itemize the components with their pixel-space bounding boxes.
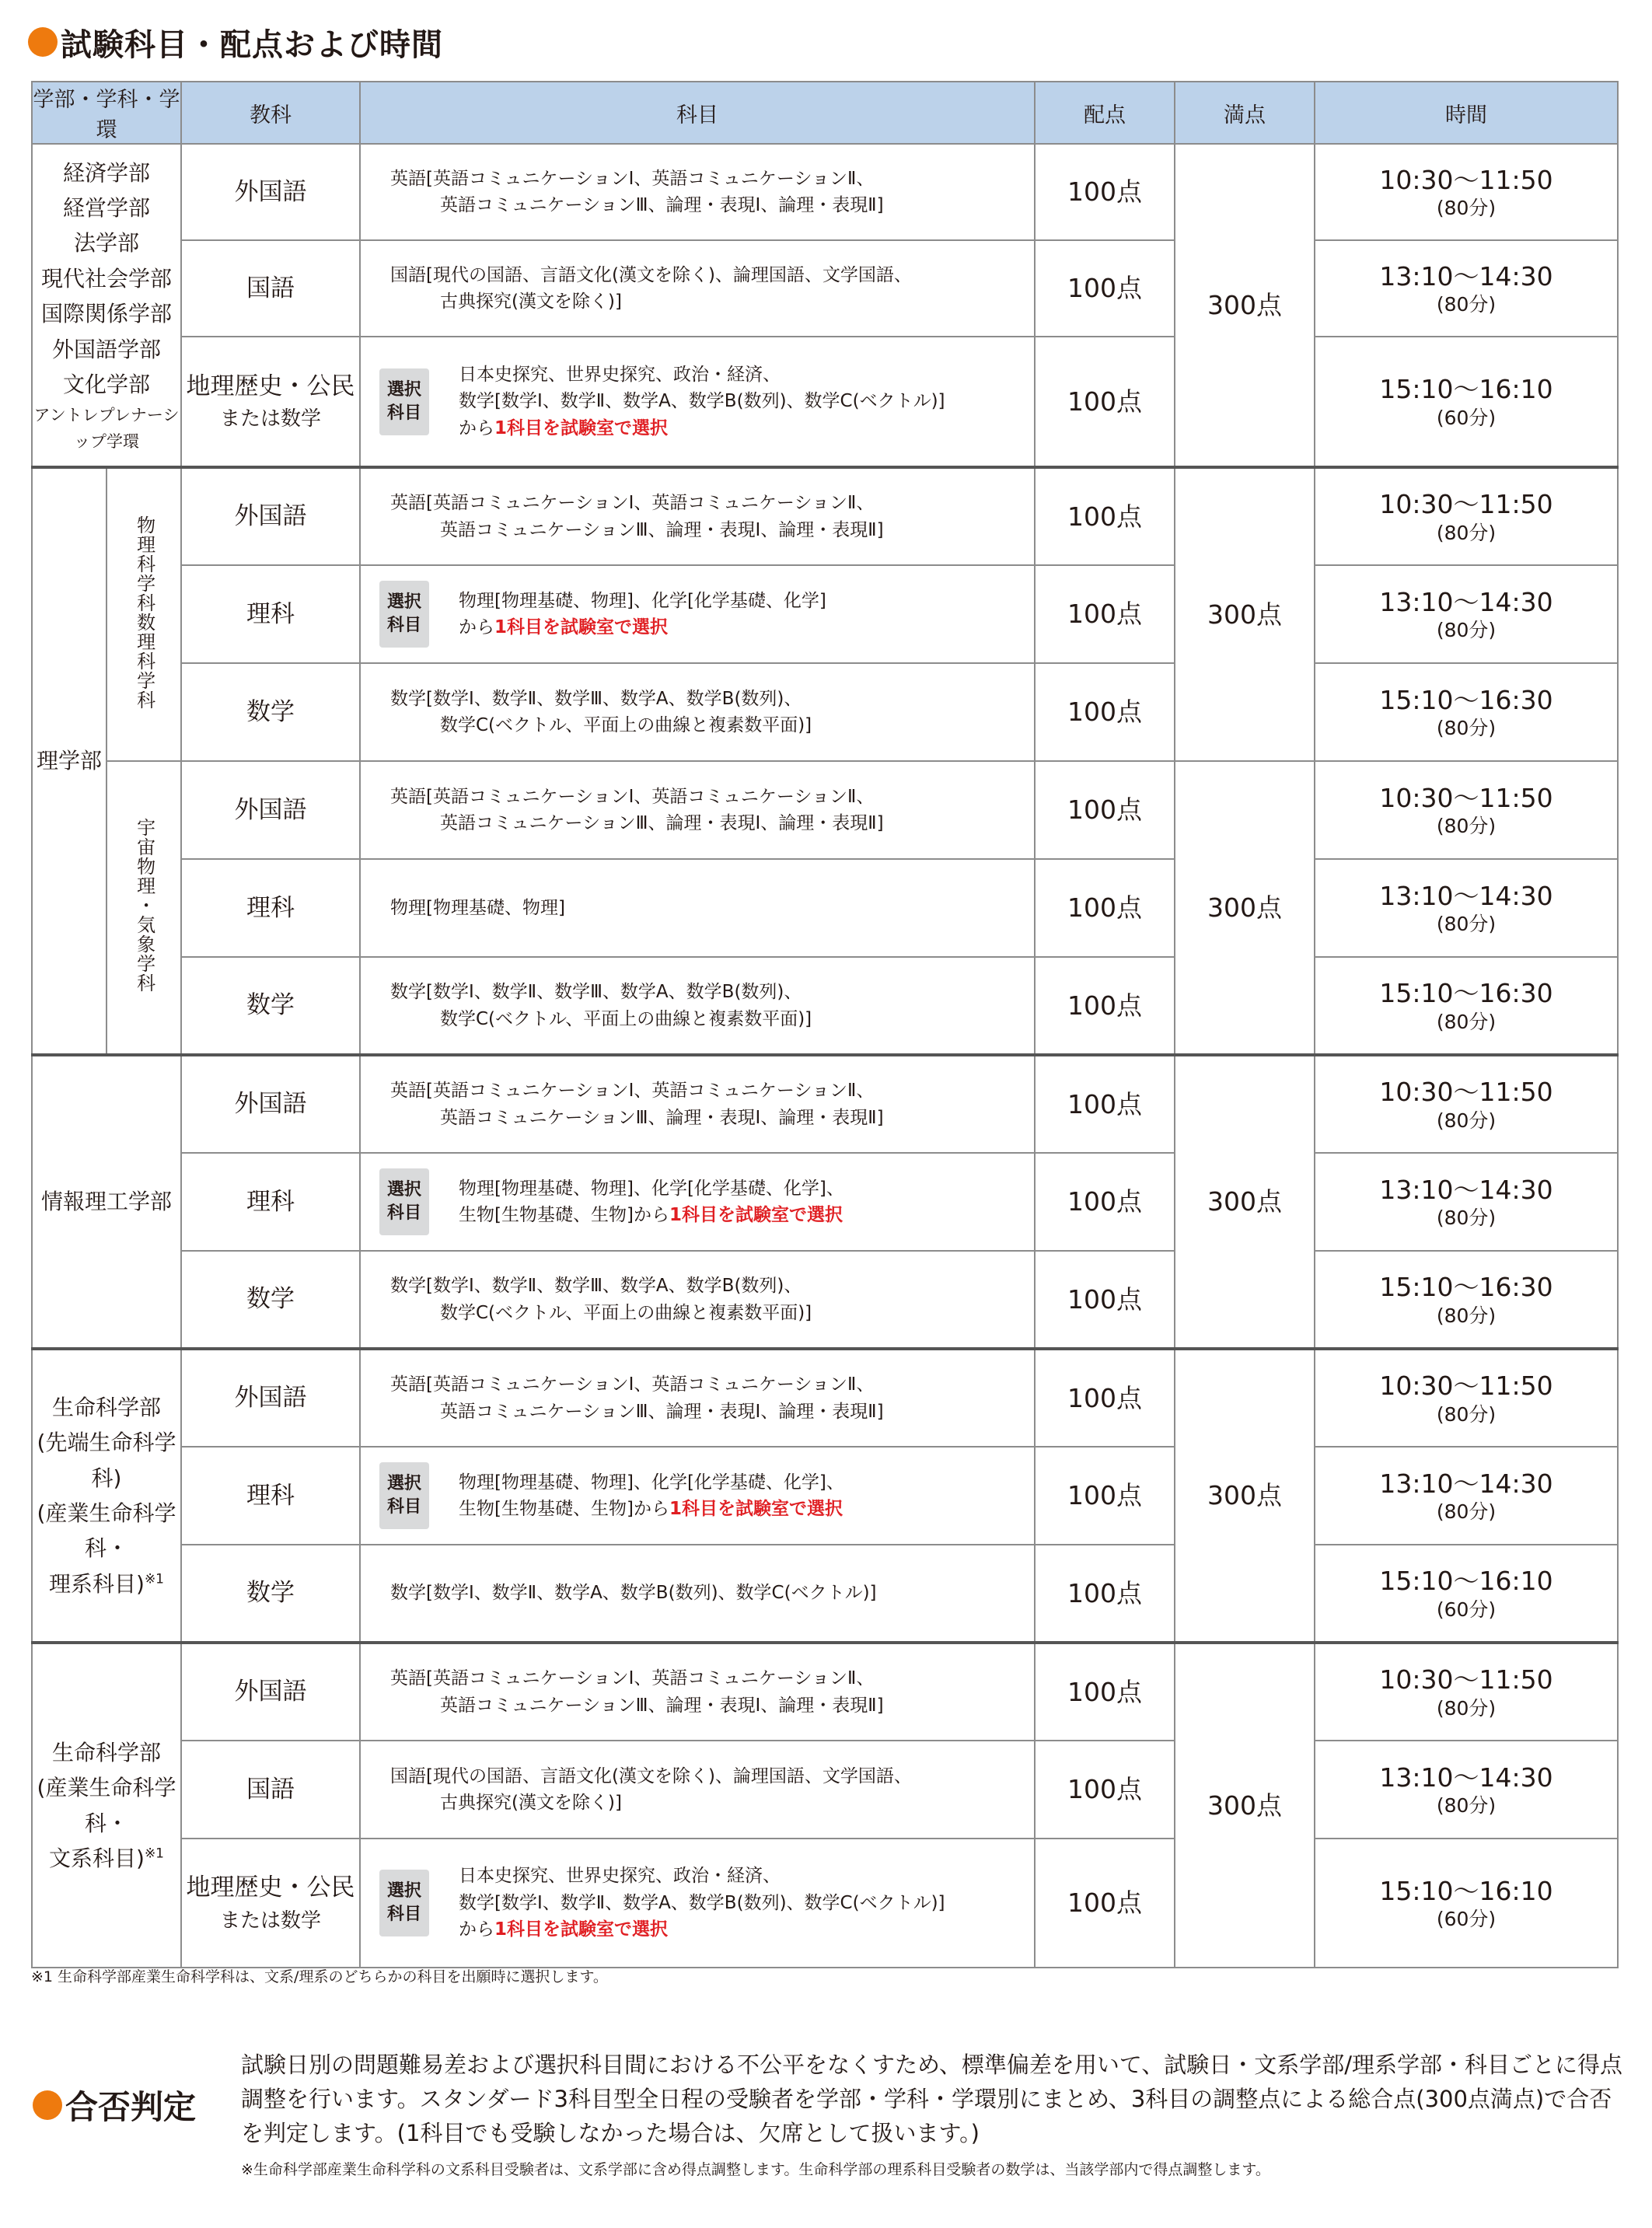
dept-rigaku: 理学部 — [32, 467, 107, 1055]
points-cell: 100点 — [1035, 144, 1175, 240]
subject-cell: 選択 科目 物理[物理基礎、物理]、化学[化学基礎、化学]、 生物[生物基礎、生物]から1科目を試験室で選択 — [360, 1447, 1035, 1545]
kyoka-cell: 数学 — [181, 1251, 360, 1349]
points-cell: 100点 — [1035, 1741, 1175, 1839]
table-row — [32, 663, 1618, 761]
table-row — [32, 1153, 1618, 1251]
dept-group-bunkei: 経済学部 経営学部 法学部 現代社会学部 国際関係学部 外国語学部 文化学部 アントレプレナーシップ学環 — [32, 144, 181, 467]
points-cell: 100点 — [1035, 1055, 1175, 1153]
verdict-title: 合否判定 — [33, 2082, 196, 2128]
table-row — [32, 761, 1618, 859]
full-mark-cell: 300点 — [1175, 761, 1315, 1055]
kyoka-cell: 理科 — [181, 1153, 360, 1251]
time-cell: 10:30〜11:50 (80分) — [1315, 467, 1618, 565]
table-row — [32, 337, 1618, 467]
page-title: 試験科目・配点および時間 — [28, 19, 443, 65]
full-mark-cell: 300点 — [1175, 467, 1315, 761]
kyoka-cell: 数学 — [181, 957, 360, 1055]
kyoka-cell: 外国語 — [181, 467, 360, 565]
subject-cell: 選択 科目 物理[物理基礎、物理]、化学[化学基礎、化学] から1科目を試験室で選択 — [360, 565, 1035, 663]
time-cell: 13:10〜14:30 (80分) — [1315, 240, 1618, 337]
points-cell: 100点 — [1035, 1349, 1175, 1447]
time-cell: 10:30〜11:50 (80分) — [1315, 761, 1618, 859]
full-mark-cell: 300点 — [1175, 144, 1315, 467]
full-mark-cell: 300点 — [1175, 1055, 1315, 1349]
subject-cell: 英語[英語コミュニケーションⅠ、英語コミュニケーションⅡ、 英語コミュニケーションⅢ、論理・表現Ⅰ、論理・表現Ⅱ] — [360, 1349, 1035, 1447]
table-row — [32, 1349, 1618, 1447]
header-jikan: 時間 — [1315, 82, 1618, 144]
kyoka-cell: 数学 — [181, 663, 360, 761]
points-cell: 100点 — [1035, 663, 1175, 761]
subject-cell: 選択 科目 日本史探究、世界史探究、政治・経済、 数学[数学Ⅰ、数学Ⅱ、数学A、数学B(数列)、数学C(ベクトル)] から1科目を試験室で選択 — [360, 1839, 1035, 1968]
points-cell: 100点 — [1035, 565, 1175, 663]
table-row — [32, 1643, 1618, 1741]
time-cell: 10:30〜11:50 (80分) — [1315, 144, 1618, 240]
points-cell: 100点 — [1035, 957, 1175, 1055]
subject-cell: 英語[英語コミュニケーションⅠ、英語コミュニケーションⅡ、 英語コミュニケーションⅢ、論理・表現Ⅰ、論理・表現Ⅱ] — [360, 1055, 1035, 1153]
table-row — [32, 1251, 1618, 1349]
header-kyoka: 教科 — [181, 82, 360, 144]
points-cell: 100点 — [1035, 1545, 1175, 1643]
dept-bio-humanities: 生命科学部 (産業生命科学科・ 文系科目)$^{※1}$ — [32, 1643, 181, 1968]
table-row — [32, 144, 1618, 240]
full-mark-cell: 300点 — [1175, 1643, 1315, 1968]
header-haiten: 配点 — [1035, 82, 1175, 144]
table-row — [32, 859, 1618, 957]
time-cell: 10:30〜11:50 (80分) — [1315, 1349, 1618, 1447]
time-cell: 15:10〜16:10 (60分) — [1315, 337, 1618, 467]
kyoka-cell: 外国語 — [181, 1055, 360, 1153]
kyoka-cell: 外国語 — [181, 1643, 360, 1741]
kyoka-cell: 国語 — [181, 1741, 360, 1839]
selection-badge: 選択 科目 — [379, 1870, 429, 1936]
time-cell: 10:30〜11:50 (80分) — [1315, 1055, 1618, 1153]
time-cell: 13:10〜14:30 (80分) — [1315, 1153, 1618, 1251]
orange-bullet-icon — [28, 27, 58, 57]
subject-cell: 物理[物理基礎、物理] — [360, 859, 1035, 957]
selection-badge: 選択 科目 — [379, 1168, 429, 1235]
table-row — [32, 957, 1618, 1055]
table-row — [32, 467, 1618, 565]
subdept-physics-math: 物理科学科数理科学科 — [107, 467, 181, 761]
points-cell: 100点 — [1035, 1153, 1175, 1251]
table-row — [32, 240, 1618, 337]
subject-cell: 数学[数学Ⅰ、数学Ⅱ、数学Ⅲ、数学A、数学B(数列)、 数学C(ベクトル、平面上の曲線と複素数平面)] — [360, 1251, 1035, 1349]
subject-cell: 国語[現代の国語、言語文化(漢文を除く)、論理国語、文学国語、 古典探究(漢文を除く)] — [360, 240, 1035, 337]
subdept-astrophysics: 宇宙物理・気象学科 — [107, 761, 181, 1055]
kyoka-cell: 理科 — [181, 859, 360, 957]
points-cell: 100点 — [1035, 240, 1175, 337]
header-dept: 学部・学科・学環 — [32, 82, 181, 144]
points-cell: 100点 — [1035, 1839, 1175, 1968]
points-cell: 100点 — [1035, 1251, 1175, 1349]
selection-badge: 選択 科目 — [379, 1462, 429, 1529]
full-mark-cell: 300点 — [1175, 1349, 1315, 1643]
subject-cell: 数学[数学Ⅰ、数学Ⅱ、数学Ⅲ、数学A、数学B(数列)、 数学C(ベクトル、平面上の曲線と複素数平面)] — [360, 957, 1035, 1055]
kyoka-cell: 地理歴史・公民 または数学 — [181, 1839, 360, 1968]
time-cell: 13:10〜14:30 (80分) — [1315, 1741, 1618, 1839]
dept-joho: 情報理工学部 — [32, 1055, 181, 1349]
time-cell: 15:10〜16:30 (80分) — [1315, 663, 1618, 761]
points-cell: 100点 — [1035, 1447, 1175, 1545]
header-manten: 満点 — [1175, 82, 1315, 144]
subject-cell: 英語[英語コミュニケーションⅠ、英語コミュニケーションⅡ、 英語コミュニケーションⅢ、論理・表現Ⅰ、論理・表現Ⅱ] — [360, 761, 1035, 859]
table-row — [32, 565, 1618, 663]
points-cell: 100点 — [1035, 467, 1175, 565]
subject-cell: 選択 科目 日本史探究、世界史探究、政治・経済、 数学[数学Ⅰ、数学Ⅱ、数学A、数学B(数列)、数学C(ベクトル)] から1科目を試験室で選択 — [360, 337, 1035, 467]
dept-bio-science: 生命科学部 (先端生命科学科) (産業生命科学科・ 理系科目)$^{※1}$ — [32, 1349, 181, 1643]
points-cell: 100点 — [1035, 761, 1175, 859]
footnote-2: ※生命科学部産業生命科学科の文系科目受験者は、文系学部に含め得点調整します。生命科学部の理系科目受験者の数学は、当該学部内で得点調整します。 — [241, 2161, 1270, 2178]
table-row — [32, 1545, 1618, 1643]
subject-cell: 国語[現代の国語、言語文化(漢文を除く)、論理国語、文学国語、 古典探究(漢文を除く)] — [360, 1741, 1035, 1839]
time-cell: 13:10〜14:30 (80分) — [1315, 565, 1618, 663]
points-cell: 100点 — [1035, 337, 1175, 467]
verdict-body: 試験日別の問題難易差および選択科目間における不公平をなくすため、標準偏差を用いて、試験日・文系学部/理系学部・科目ごとに得点調整を行います。スタンダード3科目型全日程の受験者を学部・学科・学環別にまとめ、3科目の調整点による総合点(300点満点)で合否を判定します。(1科目でも受験しなかった場合は、欠席として扱います。) — [241, 2052, 1623, 2147]
header-kamoku: 科目 — [360, 82, 1035, 144]
subject-cell: 数学[数学Ⅰ、数学Ⅱ、数学A、数学B(数列)、数学C(ベクトル)] — [360, 1545, 1035, 1643]
table-header — [32, 82, 1618, 144]
selection-badge: 選択 科目 — [379, 581, 429, 648]
time-cell: 13:10〜14:30 (80分) — [1315, 859, 1618, 957]
time-cell: 15:10〜16:10 (60分) — [1315, 1545, 1618, 1643]
table-row — [32, 1055, 1618, 1153]
subject-cell: 英語[英語コミュニケーションⅠ、英語コミュニケーションⅡ、 英語コミュニケーションⅢ、論理・表現Ⅰ、論理・表現Ⅱ] — [360, 144, 1035, 240]
subject-cell: 英語[英語コミュニケーションⅠ、英語コミュニケーションⅡ、 英語コミュニケーションⅢ、論理・表現Ⅰ、論理・表現Ⅱ] — [360, 1643, 1035, 1741]
points-cell: 100点 — [1035, 1643, 1175, 1741]
points-cell: 100点 — [1035, 859, 1175, 957]
time-cell: 15:10〜16:30 (80分) — [1315, 1251, 1618, 1349]
selection-badge: 選択 科目 — [379, 368, 429, 435]
orange-bullet-icon — [33, 2090, 62, 2120]
kyoka-cell: 数学 — [181, 1545, 360, 1643]
kyoka-cell: 理科 — [181, 565, 360, 663]
subject-cell: 英語[英語コミュニケーションⅠ、英語コミュニケーションⅡ、 英語コミュニケーションⅢ、論理・表現Ⅰ、論理・表現Ⅱ] — [360, 467, 1035, 565]
footnote-1: ※1 生命科学部産業生命科学科は、文系/理系のどちらかの科目を出願時に選択します。 — [31, 1968, 608, 1985]
time-cell: 15:10〜16:30 (80分) — [1315, 957, 1618, 1055]
time-cell: 10:30〜11:50 (80分) — [1315, 1643, 1618, 1741]
kyoka-cell: 外国語 — [181, 144, 360, 240]
time-cell: 15:10〜16:10 (60分) — [1315, 1839, 1618, 1968]
kyoka-cell: 理科 — [181, 1447, 360, 1545]
table-row — [32, 1741, 1618, 1839]
subject-cell: 選択 科目 物理[物理基礎、物理]、化学[化学基礎、化学]、 生物[生物基礎、生物]から1科目を試験室で選択 — [360, 1153, 1035, 1251]
subject-cell: 数学[数学Ⅰ、数学Ⅱ、数学Ⅲ、数学A、数学B(数列)、 数学C(ベクトル、平面上の曲線と複素数平面)] — [360, 663, 1035, 761]
kyoka-cell: 地理歴史・公民 または数学 — [181, 337, 360, 467]
table-row — [32, 1839, 1618, 1968]
exam-table — [31, 81, 1619, 1968]
table-row — [32, 1447, 1618, 1545]
time-cell: 13:10〜14:30 (80分) — [1315, 1447, 1618, 1545]
kyoka-cell: 外国語 — [181, 761, 360, 859]
kyoka-cell: 外国語 — [181, 1349, 360, 1447]
kyoka-cell: 国語 — [181, 240, 360, 337]
